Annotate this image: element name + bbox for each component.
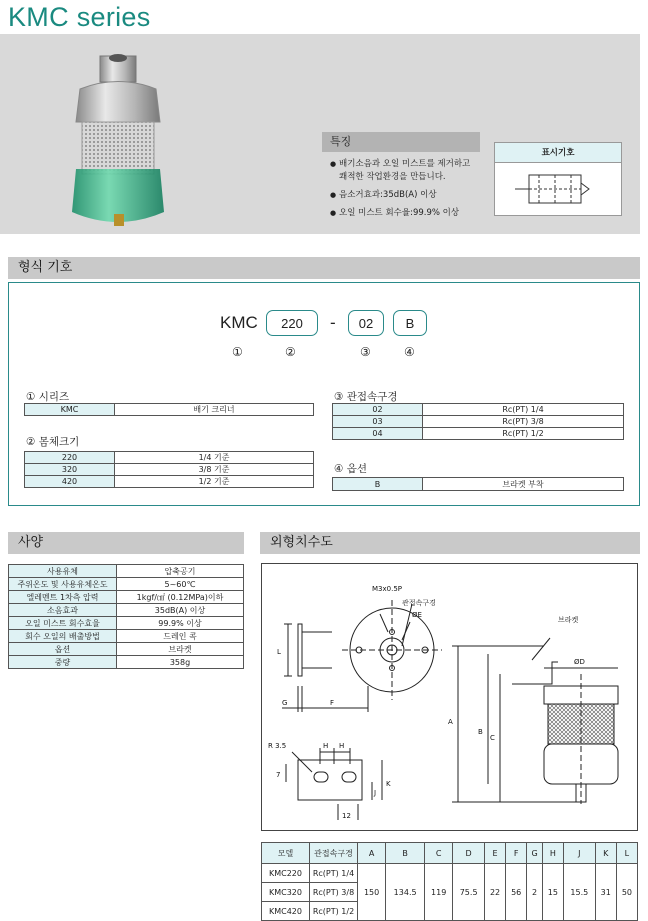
- label-j: J: [374, 789, 377, 797]
- spec-table: [8, 564, 244, 669]
- model-size-box: 220: [266, 310, 318, 336]
- label-l: L: [277, 648, 281, 656]
- label-7: 7: [276, 771, 281, 779]
- body-size-heading: ② 몸체크기: [26, 436, 80, 448]
- dimensions-table: [261, 842, 638, 921]
- label-d: ØD: [574, 658, 585, 666]
- symbol-box: [494, 142, 622, 216]
- table-row: 320 3/8 기준: [25, 464, 314, 476]
- table-row: 420 1/2 기준: [25, 476, 314, 488]
- label-bracket: 브라켓: [558, 616, 579, 624]
- label-m3: M3x0.5P: [372, 585, 402, 593]
- table-row: B 브라켓 부착: [333, 478, 624, 491]
- features-heading: 특징: [322, 132, 480, 152]
- table-row: 220 1/4 기준: [25, 452, 314, 464]
- product-image: [60, 44, 240, 234]
- label-g: G: [282, 699, 288, 707]
- label-r: R 3.5: [268, 742, 287, 750]
- label-h1: H: [323, 742, 329, 750]
- table-header-row: 모델 관접속구경 A B C D E F G H J K L: [262, 843, 638, 864]
- port-table: [332, 403, 624, 440]
- symbol-heading: 표시기호: [495, 143, 621, 163]
- section-specs: 사양: [8, 532, 244, 554]
- table-row: 03 Rc(PT) 3/8: [333, 416, 624, 428]
- label-a: A: [448, 718, 453, 726]
- label-h2: H: [339, 742, 345, 750]
- table-row: 02 Rc(PT) 1/4: [333, 404, 624, 416]
- label-12: 12: [342, 812, 351, 820]
- table-row: 주위온도 및 사용유체온도 5~60℃: [9, 578, 244, 591]
- port-heading: ③ 관접속구경: [334, 391, 398, 403]
- option-heading: ④ 옵션: [334, 463, 368, 475]
- label-k: K: [386, 780, 391, 788]
- label-b: B: [478, 728, 483, 736]
- table-row: KMC320 Rc(PT) 3/8: [262, 883, 638, 902]
- table-row: 옵션 브라켓: [9, 643, 244, 656]
- model-port-box: 02: [348, 310, 384, 336]
- series-heading: ① 시리즈: [26, 391, 70, 403]
- body-size-table: [24, 451, 314, 488]
- feature-item: ● 배기소음과 오일 미스트를 제거하고 쾌적한 작업환경을 만듭니다.: [330, 158, 470, 184]
- marker-2: ②: [285, 345, 296, 359]
- feature-item: ● 음소거효과:35dB(A) 이상: [330, 189, 470, 202]
- label-c: C: [490, 734, 495, 742]
- label-e: ØE: [412, 611, 422, 619]
- pneumatic-silencer-symbol: [495, 163, 621, 215]
- marker-4: ④: [404, 345, 415, 359]
- model-dash: -: [330, 313, 336, 332]
- table-row: KMC220 Rc(PT) 1/4 150 134.5 119 75.5 22 56 2 15 15.5 31 50: [262, 864, 638, 883]
- label-f: F: [330, 699, 335, 707]
- dimension-drawing-svg: [262, 564, 637, 830]
- table-row: 사용유체 압축공기: [9, 565, 244, 578]
- table-row: 중량 358g: [9, 656, 244, 669]
- model-option-box: B: [393, 310, 427, 336]
- dimension-drawing: [261, 563, 638, 831]
- section-dimensions: 외형치수도: [260, 532, 640, 554]
- option-table: [332, 477, 624, 491]
- features-list: [330, 158, 470, 225]
- table-row: 04 Rc(PT) 1/2: [333, 428, 624, 440]
- table-row: 오일 미스트 회수효율 99.9% 이상: [9, 617, 244, 630]
- page-title: KMC series: [8, 2, 151, 32]
- series-table: [24, 403, 314, 416]
- table-row: KMC420 Rc(PT) 1/2: [262, 902, 638, 921]
- model-prefix: KMC: [220, 313, 258, 332]
- marker-3: ③: [360, 345, 371, 359]
- table-row: 엘레멘트 1차측 압력 1kgf/㎠ (0.12MPa)이하: [9, 591, 244, 604]
- table-row: 소음효과 35dB(A) 이상: [9, 604, 244, 617]
- table-row: KMC 배기 크리너: [25, 404, 314, 416]
- feature-item: ● 오일 미스트 회수율:99.9% 이상: [330, 207, 470, 220]
- section-model-code: 형식 기호: [8, 257, 640, 279]
- marker-1: ①: [232, 345, 243, 359]
- label-port: 관접속구경: [402, 599, 436, 607]
- table-row: 회수 오일의 배출방법 드레인 콕: [9, 630, 244, 643]
